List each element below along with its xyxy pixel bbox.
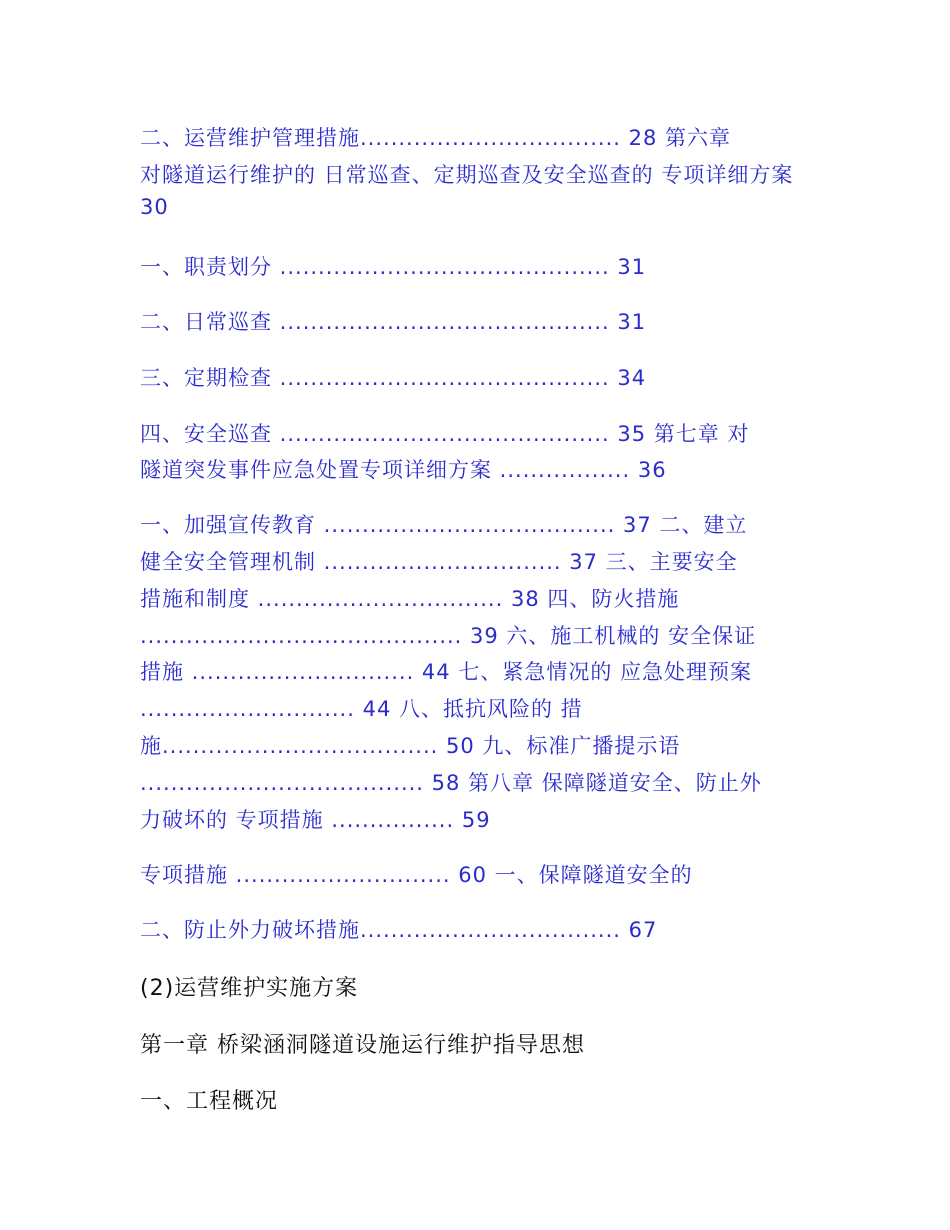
subsection-title: 一、工程概况 <box>140 1089 279 1114</box>
toc-entry[interactable]: 一、职责划分 ........................................... 31 <box>140 255 647 279</box>
toc-entry[interactable]: 专项措施 ............................ 60 一、保障隧道安全的 <box>140 863 693 887</box>
toc-entry[interactable]: 30 <box>140 195 169 219</box>
chapter-title: 第一章 桥梁涵洞隧道设施运行维护指导思想 <box>140 1033 585 1058</box>
toc-entry[interactable]: 三、定期检查 ........................................... 34 <box>140 366 647 390</box>
toc-entry[interactable]: 隧道突发事件应急处置专项详细方案 ................. 36 <box>140 458 667 482</box>
toc-entry[interactable]: 四、安全巡查 ........................................... 35 第七章 对 <box>140 422 750 446</box>
toc-entry[interactable]: 施.................................... 50 九、标准广播提示语 <box>140 734 681 758</box>
toc-entry[interactable]: 二、日常巡查 ........................................... 31 <box>140 310 647 334</box>
toc-entry[interactable]: 一、加强宣传教育 ...................................... 37 二、建立 <box>140 513 748 537</box>
toc-entry[interactable]: 二、防止外力破坏措施.................................. 67 <box>140 918 658 942</box>
toc-entry[interactable]: 力破坏的 专项措施 ................ 59 <box>140 808 491 832</box>
toc-entry[interactable]: .......................................... 39 六、施工机械的 安全保证 <box>140 624 757 648</box>
toc-entry[interactable]: ............................ 44 八、抵抗风险的 措 <box>140 697 583 721</box>
toc-entry[interactable]: 二、运营维护管理措施.................................. 28 第六章 <box>140 126 732 150</box>
toc-entry[interactable]: 健全安全管理机制 ............................... 37 三、主要安全 <box>140 550 738 574</box>
toc-entry[interactable]: ..................................... 58 第八章 保障隧道安全、防止外 <box>140 771 762 795</box>
toc-entry[interactable]: 对隧道运行维护的 日常巡查、定期巡查及安全巡查的 专项详细方案 <box>140 163 794 187</box>
section-title: (2)运营维护实施方案 <box>140 976 359 1001</box>
toc-entry[interactable]: 措施 ............................. 44 七、紧急情况的 应急处理预案 <box>140 660 753 684</box>
toc-entry[interactable]: 措施和制度 ................................ 38 四、防火措施 <box>140 587 680 611</box>
